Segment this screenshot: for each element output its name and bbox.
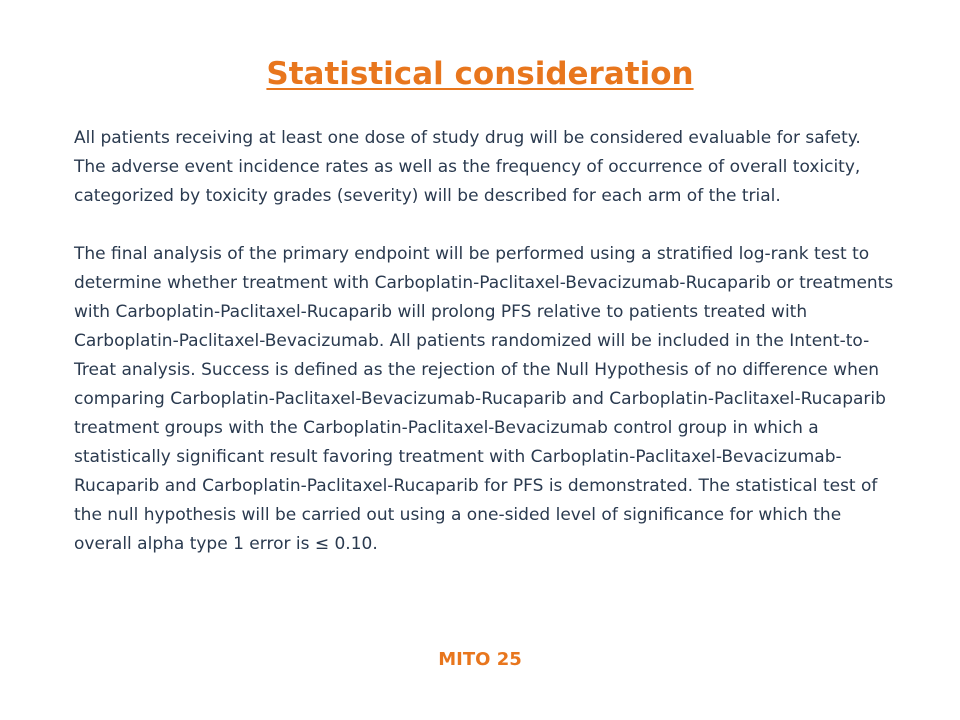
paragraph-primary-endpoint: The final analysis of the primary endpoint will be performed using a stratified log-rank test to determine whether treatment with Carboplatin-Paclitaxel-Bevacizumab-Rucaparib or treatments with Carboplatin-Paclitaxel-Rucaparib will prolong PFS relative to patients treated with Carboplatin-Paclitaxel-Bevacizumab. All patients randomized will be included in the Intent-to-Treat analysis. Success is defined as the rejection of the Null Hypothesis of no difference when comparing Carboplatin-Paclitaxel-Bevacizumab-Rucaparib and Carboplatin-Paclitaxel-Rucaparib treatment groups with the Carboplatin-Paclitaxel-Bevacizumab control group in which a statistically significant result favoring treatment with Carboplatin-Paclitaxel-Bevacizumab-Rucaparib and Carboplatin-Paclitaxel-Rucaparib for PFS is demonstrated. The statistical test of the null hypothesis will be carried out using a one-sided level of significance for which the overall alpha type 1 error is ≤ 0.10. [74,244,894,554]
slide-footer: MITO 25 [438,649,522,670]
paragraph-safety: All patients receiving at least one dose of study drug will be considered evaluable for safety. The adverse event incidence rates as well as the frequency of occurrence of overall toxicity, categorized by toxicity grades (severity) will be described for each arm of the trial. [74,128,861,206]
slide-title: Statistical consideration [266,56,694,92]
slide-body [74,124,894,559]
